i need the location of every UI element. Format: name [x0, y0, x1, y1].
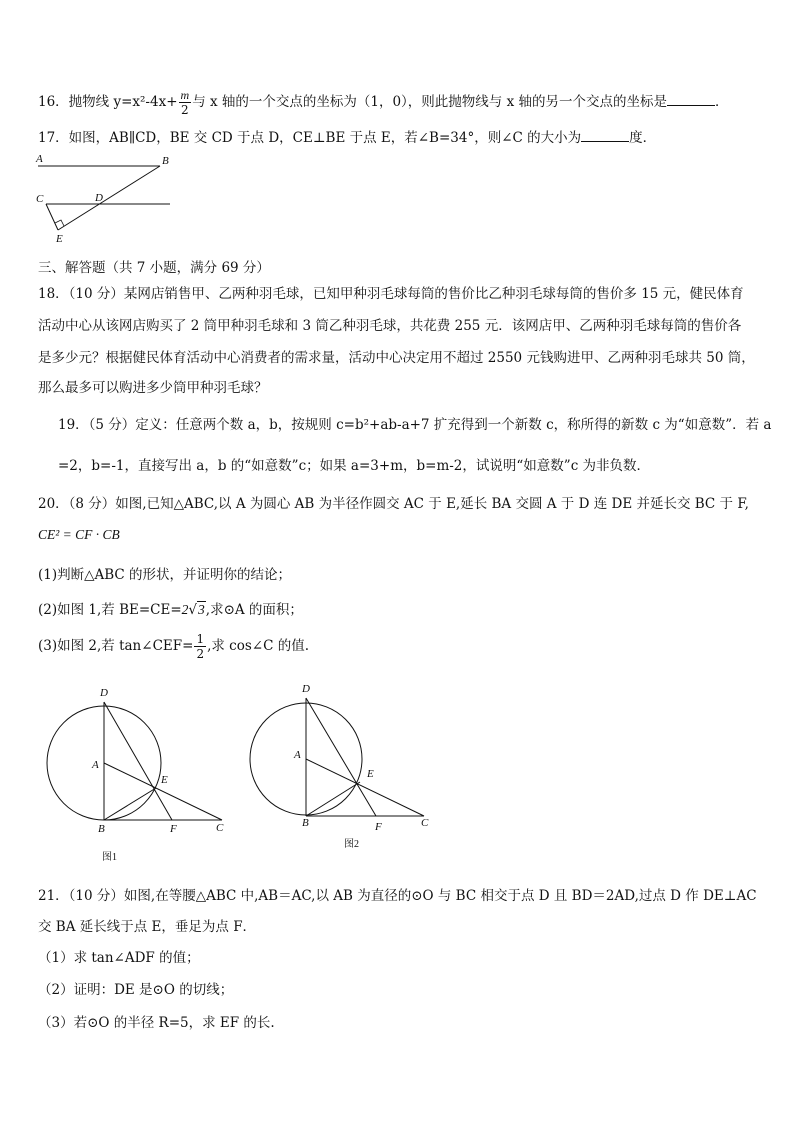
- fig20-2-label-a: A: [294, 749, 301, 761]
- fig20-1-label-c: C: [216, 822, 224, 834]
- fig17-label-d: D: [95, 192, 103, 204]
- fig20-1-label-e: E: [161, 774, 168, 786]
- fig17-right-angle-mark: [55, 220, 64, 226]
- q18-line-1: 18．（10 分）某网店销售甲、乙两种羽毛球，已知甲种羽毛球每筒的售价比乙种羽毛球每筒的售价多 15 元，健民体育: [38, 286, 744, 302]
- fig17-label-e: E: [56, 233, 63, 245]
- fig20-2-line-be: [306, 782, 360, 816]
- q20-p3-post: ,求 cos∠C 的值.: [207, 638, 310, 654]
- fig20-2-line-ac: [306, 759, 424, 816]
- fig20-1-line-ac: [104, 763, 222, 820]
- fig20-caption-2: 图2: [344, 839, 359, 850]
- q21-part-1: （1）求 tan∠ADF 的值；: [38, 950, 200, 966]
- q20-part-1: (1)判断△ABC 的形状，并证明你的结论；: [38, 567, 292, 583]
- question-17: [38, 126, 656, 146]
- q20-p3-pre: (3)如图 2,若 tan∠CEF=: [38, 638, 194, 654]
- fig20-diagram-2: [250, 683, 429, 850]
- figure-20: [40, 680, 460, 865]
- q20-p2-coef: 2: [181, 602, 189, 617]
- q16-frac-num: m: [180, 88, 190, 102]
- fig17-label-b: B: [162, 155, 169, 167]
- q19-line-1: 19．（5 分）定义：任意两个数 a，b，按规则 c=b²+ab-a+7 扩充得到一个新数 c，称所得的新数 c 为“如意数”．若 a: [58, 417, 772, 433]
- fig17-line-be: [58, 166, 160, 230]
- q16-answer-blank: [667, 93, 715, 106]
- q17-text-end: 度．: [629, 130, 657, 146]
- q16-text-pre: 16．抛物线 y=x²-4x+: [38, 94, 178, 110]
- q20-part-3: [38, 632, 309, 661]
- fig20-2-label-d: D: [302, 683, 310, 695]
- q20-part-2: [38, 598, 303, 618]
- q21-part-2: （2）证明：DE 是⊙O 的切线；: [38, 982, 234, 998]
- q21-line-2: 交 BA 延长线于点 E，垂足为点 F．: [38, 919, 257, 935]
- q20-p2-radicand: 3: [198, 602, 205, 617]
- q19-line-2: =2，b=-1，直接写出 a，b 的“如意数”c；如果 a=3+m，b=m-2，试说明“如意数”c 为非负数．: [58, 458, 651, 474]
- q16-frac-den: 2: [181, 103, 189, 117]
- q20-p3-fraction: [194, 632, 206, 661]
- fig20-caption-1: 图1: [102, 852, 117, 863]
- q17-answer-blank: [581, 129, 629, 142]
- fig20-2-label-b: B: [302, 817, 309, 829]
- question-16: [38, 88, 729, 117]
- fig20-1-line-df: [104, 702, 172, 820]
- fig20-diagram-1: [47, 687, 224, 863]
- q16-text-end: ．: [715, 94, 729, 110]
- q20-p2-post: ,求⊙A 的面积；: [205, 602, 303, 618]
- fig20-1-label-f: F: [170, 823, 177, 835]
- q21-line-1: 21．（10 分）如图,在等腰△ABC 中,AB＝AC,以 AB 为直径的⊙O 与 BC 相交于点 D 且 BD＝2AD,过点 D 作 DE⊥AC: [38, 888, 757, 904]
- fig20-2-label-c: C: [421, 817, 429, 829]
- q18-line-3: 是多少元？根据健民体育活动中心消费者的需求量，活动中心决定用不超过 2550 元钱购进甲、乙两种羽毛球共 50 筒，: [38, 350, 755, 366]
- q18-line-2: 活动中心从该网店购买了 2 筒甲种羽毛球和 3 筒乙种羽毛球，共花费 255 元．该网店甲、乙两种羽毛球每筒的售价各: [38, 318, 742, 334]
- fig17-label-c: C: [36, 193, 44, 205]
- fig20-1-label-a: A: [92, 759, 99, 771]
- fig20-1-label-b: B: [98, 823, 105, 835]
- q16-text-post: 与 x 轴的一个交点的坐标为（1，0），则此抛物线与 x 轴的另一个交点的坐标是: [192, 94, 668, 110]
- fig20-2-label-e: E: [367, 768, 374, 780]
- fig17-line-ce: [46, 204, 58, 230]
- q20-formula: CE² = CF · CB: [38, 527, 120, 542]
- q20-p3-den: 2: [196, 647, 205, 661]
- fig20-1-line-be: [104, 788, 156, 820]
- q18-line-4: 那么最多可以购进多少筒甲种羽毛球？: [38, 380, 268, 396]
- fig17-label-a: A: [36, 153, 43, 165]
- figure-17: [30, 150, 180, 246]
- q17-text: 17．如图，AB∥CD，BE 交 CD 于点 D，CE⊥BE 于点 E，若∠B=34°，则∠C 的大小为: [38, 130, 582, 146]
- q20-p2-pre: (2)如图 1,若 BE=CE=: [38, 602, 182, 618]
- fig20-2-label-f: F: [375, 821, 382, 833]
- q16-fraction: [179, 88, 192, 117]
- q21-part-3: （3）若⊙O 的半径 R=5，求 EF 的长.: [38, 1015, 275, 1031]
- fig20-1-label-d: D: [100, 687, 108, 699]
- section-3-heading: 三、解答题（共 7 小题，满分 69 分）: [38, 260, 270, 276]
- q20-p3-num: 1: [196, 632, 205, 646]
- q20-line-1: 20．（8 分）如图,已知△ABC,以 A 为圆心 AB 为半径作圆交 AC 于 E,延长 BA 交圆 A 于 D 连 DE 并延长交 BC 于 F,: [38, 496, 749, 512]
- q20-radical-sign: √: [188, 602, 198, 618]
